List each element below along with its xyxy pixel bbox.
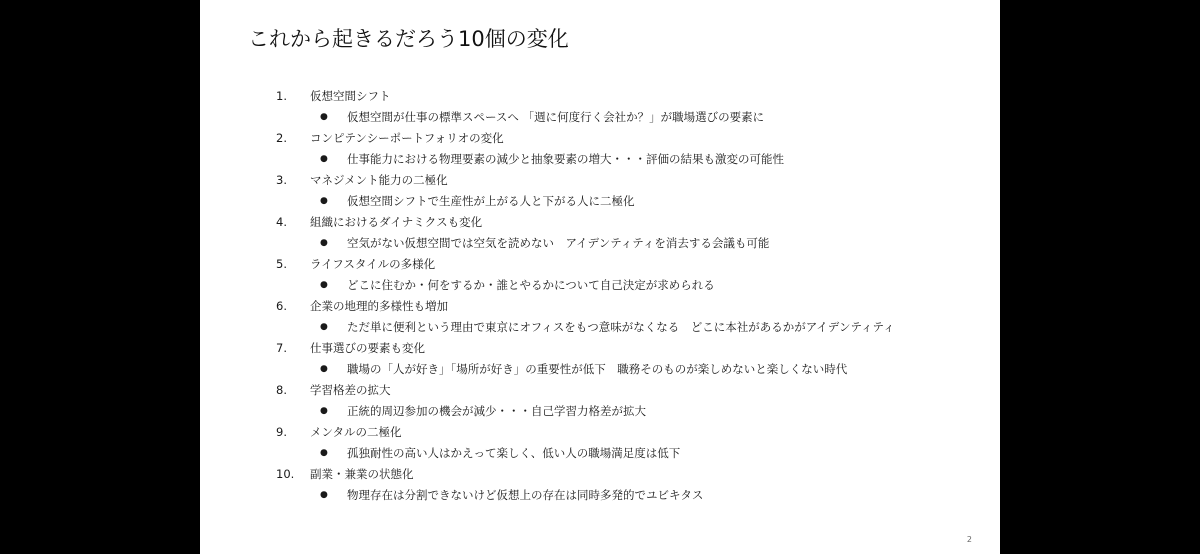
item-number: 6.	[276, 298, 287, 313]
item-number: 4.	[276, 214, 287, 229]
list-item	[276, 337, 976, 379]
item-heading: 仮想空間シフト	[310, 88, 391, 103]
item-detail: 空気がない仮想空間では空気を読めない アイデンティティを消去する会議も可能	[347, 235, 770, 250]
list-item	[276, 295, 976, 337]
bullet-icon: ●	[320, 447, 328, 458]
bullet-icon: ●	[320, 153, 328, 164]
list-item	[276, 421, 976, 463]
item-heading: 学習格差の拡大	[310, 382, 391, 397]
page-number: 2	[966, 535, 972, 544]
item-heading: メンタルの二極化	[310, 424, 402, 439]
item-detail: どこに住むか・何をするか・誰とやるかについて自己決定が求められる	[347, 277, 715, 292]
item-detail: 仕事能力における物理要素の減少と抽象要素の増大・・・評価の結果も激変の可能性	[347, 151, 784, 166]
bullet-icon: ●	[320, 279, 328, 290]
list-item	[276, 463, 976, 505]
bullet-icon: ●	[320, 111, 328, 122]
item-number: 10.	[276, 466, 295, 481]
list-item	[276, 379, 976, 421]
item-heading: 仕事選びの要素も変化	[310, 340, 425, 355]
item-number: 3.	[276, 172, 287, 187]
item-detail: 孤独耐性の高い人はかえって楽しく、低い人の職場満足度は低下	[347, 445, 681, 460]
item-heading: 企業の地理的多様性も増加	[310, 298, 448, 313]
item-detail: 職場の「人が好き」「場所が好き」の重要性が低下 職務そのものが楽しめないと楽しくない時代	[347, 361, 848, 376]
item-detail: ただ単に便利という理由で東京にオフィスをもつ意味がなくなる どこに本社があるかがアイデンティティ	[347, 319, 895, 334]
numbered-list	[276, 85, 976, 505]
item-number: 5.	[276, 256, 287, 271]
item-number: 8.	[276, 382, 287, 397]
item-number: 7.	[276, 340, 287, 355]
item-detail: 仮想空間シフトで生産性が上がる人と下がる人に二極化	[347, 193, 635, 208]
list-item	[276, 253, 976, 295]
item-heading: コンピテンシーポートフォリオの変化	[310, 130, 504, 145]
bullet-icon: ●	[320, 237, 328, 248]
item-heading: 副業・兼業の状態化	[310, 466, 414, 481]
bullet-icon: ●	[320, 321, 328, 332]
bullet-icon: ●	[320, 489, 328, 500]
list-item	[276, 127, 976, 169]
list-item	[276, 85, 976, 127]
item-detail: 正統的周辺参加の機会が減少・・・自己学習力格差が拡大	[347, 403, 646, 418]
slide	[200, 0, 1000, 554]
item-detail: 物理存在は分割できないけど仮想上の存在は同時多発的でユビキタス	[347, 487, 704, 502]
slide-title: これから起きるだろう10個の変化	[248, 27, 569, 51]
item-heading: ライフスタイルの多様化	[310, 256, 436, 271]
bullet-icon: ●	[320, 195, 328, 206]
item-number: 2.	[276, 130, 287, 145]
item-heading: 組織におけるダイナミクスも変化	[310, 214, 483, 229]
bullet-icon: ●	[320, 405, 328, 416]
item-heading: マネジメント能力の二極化	[310, 172, 448, 187]
item-detail: 仮想空間が仕事の標準スペースへ 「週に何度行く会社か？」が職場選びの要素に	[347, 109, 765, 124]
list-item	[276, 169, 976, 211]
item-number: 9.	[276, 424, 287, 439]
item-number: 1.	[276, 88, 287, 103]
list-item	[276, 211, 976, 253]
bullet-icon: ●	[320, 363, 328, 374]
